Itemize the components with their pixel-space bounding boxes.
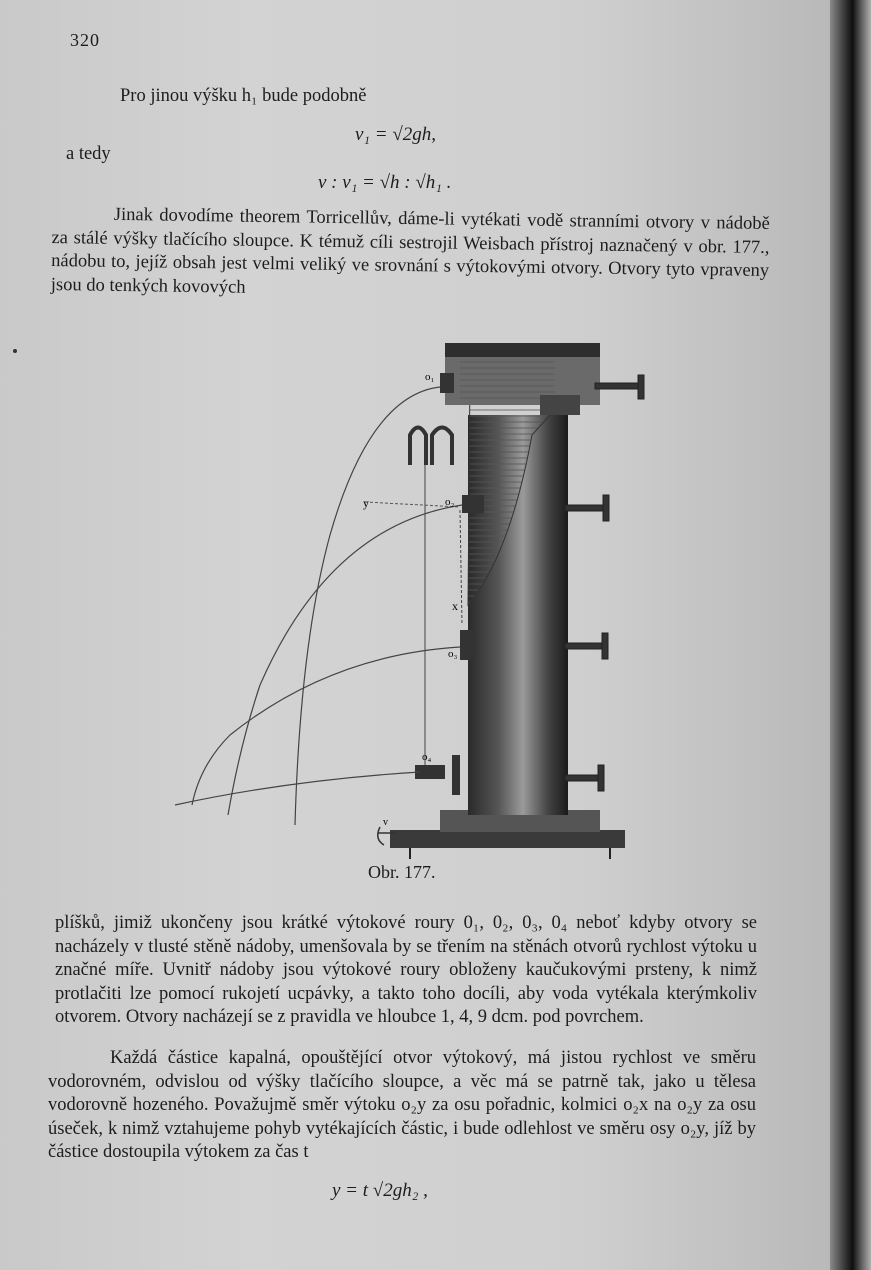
formula-ratio: v : v₁ = √h : √h₁ . — [318, 172, 452, 193]
paragraph-1 — [51, 203, 770, 307]
label-o2: o₂ — [445, 496, 455, 508]
intro-line: Pro jinou výšku h₁ bude podobně — [120, 86, 367, 106]
label-o4: o₄ — [422, 751, 432, 763]
paragraph-3-text: Každá částice kapalná, opouštějící otvor výtokový, má jistou rychlost ve směru vodorovném, odvislou od výšky tlačícího sloupce, a věc má se patrně tak, jako u tělesa vodorovně hozeného. Považujmě směr výtoku o₂y za osu pořadnic, kolmici o₂x na o₂y za osu úseček, k nimž vztahujeme pohyb vytékajících částic, i bude odlehlost ve směru osy o₂y, jíž by částice dostoupila výtokem za čas t — [48, 1048, 756, 1163]
base-plate — [390, 830, 625, 848]
paragraph-3 — [48, 1047, 756, 1165]
u-tube — [410, 428, 452, 466]
label-o1: o₁ — [425, 371, 435, 383]
label-v: v — [383, 817, 388, 828]
right-taps — [565, 375, 644, 791]
tedy-label: a tedy — [66, 144, 111, 164]
page-number: 320 — [70, 30, 100, 50]
formula-v1: v₁ = √2gh, — [355, 124, 437, 145]
paragraph-2: plíšků, jimiž ukončeny jsou krátké výtokové roury 0₁, 0₂, 0₃, 0₄ neboť kdyby otvory se nacházely v tlusté stěně nádoby, umenšovala by se třením na stěnách otvorů rychlost výtoku u značné míře. Uvnitř nádoby jsou výtokové roury obloženy kaučukovými prsteny, k nimž protlačiti lze pomocí rukojetí ucpávky, a takto toho docíli, aby voda vytékala kterýmkoliv otvorem. Otvory nacházejí se z pravidla ve hloubce 1, 4, 9 dcm. pod povrchem. — [55, 913, 757, 1028]
speck — [13, 349, 17, 353]
formula-y: y = t √2gh₂ , — [332, 1180, 428, 1201]
label-y: y — [363, 496, 369, 510]
water-jets — [175, 387, 462, 825]
book-spine — [830, 0, 871, 1270]
label-o3: o₃ — [448, 648, 458, 660]
figure-caption: Obr. 177. — [368, 862, 436, 882]
paragraph-1-text: Jinak dovodíme theorem Torricellův, dáme-li vytékati vodě stranními otvory v nádobě za stálé výšky tlačícího sloupce. K témuž cíli sestrojil Weisbach přístroj naznačený v obr. 177., nádobu to, jejíž obsah jest velmi veliký ve srovnání s výtokovými otvory. Otvory tyto vpraveny jsou do tenkých kovových — [50, 204, 770, 298]
label-x: x — [452, 599, 458, 613]
figure-weisbach-apparatus — [170, 335, 650, 865]
